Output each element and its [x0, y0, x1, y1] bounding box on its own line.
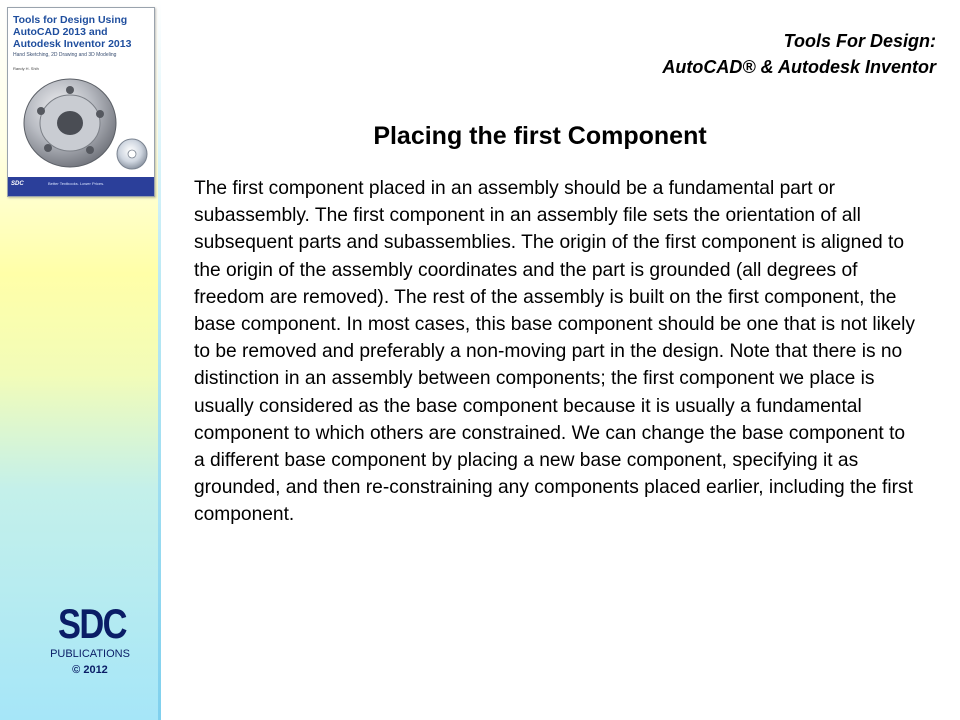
book-cover-title: Tools for Design Using AutoCAD 2013 and Autodesk Inventor 2013: [13, 14, 132, 50]
sdc-publications-label: PUBLICATIONS: [50, 648, 130, 660]
sdc-copyright: © 2012: [72, 664, 108, 676]
sidebar-divider: [158, 0, 161, 720]
course-header: [662, 28, 936, 80]
book-cover-author: Randy H. Shih: [13, 66, 39, 71]
book-cover-image: [7, 7, 155, 197]
book-cover-tagline: Better Textbooks. Lower Prices.: [48, 181, 105, 186]
course-header-line-1: Tools For Design:: [783, 31, 936, 51]
course-header-line-2: AutoCAD® & Autodesk Inventor: [662, 57, 936, 77]
book-cover-footer-band: [8, 177, 154, 196]
sdc-logo: SDC: [58, 600, 126, 647]
book-cover-publisher-logo: SDC: [11, 181, 24, 187]
book-cover-subtitle: Hand Sketching, 2D Drawing and 3D Modeling: [13, 52, 117, 58]
slide-title: Placing the first Component: [373, 122, 707, 150]
flange-part-illustration: [8, 68, 154, 178]
slide-body-text: The first component placed in an assembly should be a fundamental part or subassembly. The first component in an assembly file sets the orientation of all subsequent parts and subassemblies. The origin of the first component is aligned to the origin of the assembly coordinates and the part is grounded (all degrees of freedom are removed). The rest of the assembly is built on the first component, the base component. In most cases, this base component should be one that is not likely to be removed and preferably a non-moving part in the design. Note that there is no distinction in an assembly between components; the first component we place is usually considered as the base component because it is usually a fundamental component to which others are constrained. We can change the base component to a different base component by placing a new base component, specifying it as grounded, and then re-constraining any components placed earlier, including the first component.: [194, 178, 916, 526]
